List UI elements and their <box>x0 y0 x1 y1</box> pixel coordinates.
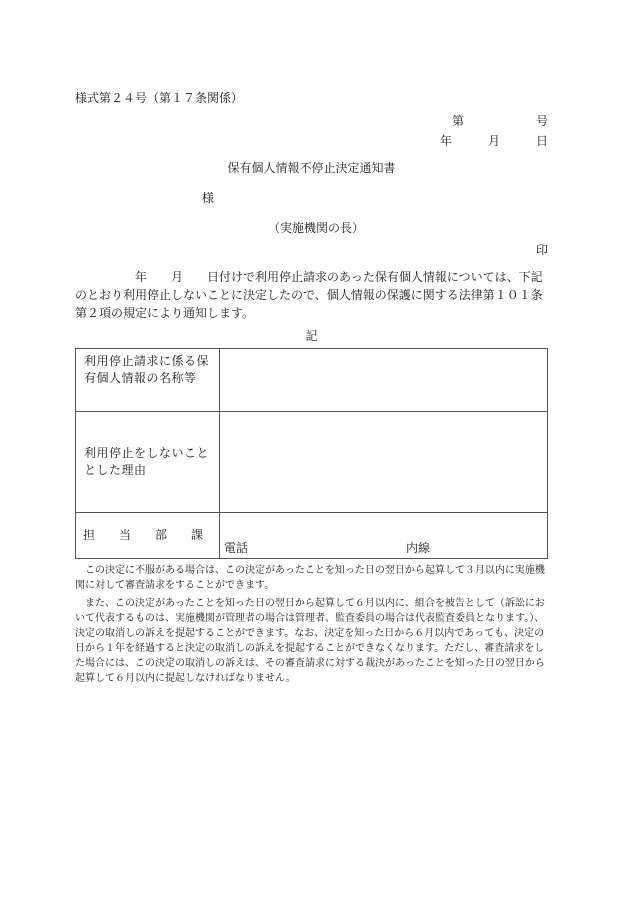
phone-label: 電話 <box>224 541 249 555</box>
decision-table <box>75 348 548 559</box>
extension-label: 内線 <box>406 541 431 555</box>
addressee-line: 様 <box>202 191 215 205</box>
document-number-line: 第 号 <box>451 114 548 128</box>
form-number: 様式第２４号（第１７条関係） <box>75 91 244 105</box>
notes-section <box>75 563 548 686</box>
contact-line <box>224 540 547 557</box>
note-paragraph-lawsuit: また、この決定があったことを知った日の翌日から起算して６月以内に、組合を被告として（訴訟において代表するものは、実施機関が管理者の場合は管理者、監査委員の場合は代表監査委員となります。）、決定の取消しの訴えを提起することができます。なお、決定を知った日から６月以内であっても、決定の日から１年を経過すると決定の取消しの訴えを提起することができなくなります。ただし、審査請求をした場合には、この決定の取消しの訴えは、その審査請求に対する裁決があったことを知った日の翌日から起算して６月以内に提起しなければなりません。 <box>75 598 545 684</box>
page-title: 保有個人情報不停止決定通知書 <box>227 161 396 175</box>
note-paragraph-appeal: この決定に不服がある場合は、この決定があったことを知った日の翌日から起算して３月以内に実施機関に対して審査請求をすることができます。 <box>75 565 545 591</box>
table-row <box>76 412 548 513</box>
issuer-line: （実施機関の長） <box>268 221 365 235</box>
body-paragraph: 年 月 日付けで利用停止請求のあった保有個人情報については、下記のとおり利用停止しないことに決定したので、個人情報の保護に関する法律第１０１条第２項の規定により通知します。 <box>75 270 543 320</box>
row-label-department: 担 当 部 課 <box>76 513 220 559</box>
table-row <box>76 513 548 559</box>
row-label-reason: 利用停止をしないこととした理由 <box>76 412 220 513</box>
ki-label: 記 <box>305 329 318 343</box>
contact-cell <box>220 513 548 559</box>
row-label-personal-info-name: 利用停止請求に係る保有個人情報の名称等 <box>76 349 220 412</box>
row-value-personal-info-name <box>220 349 548 412</box>
row-value-reason <box>220 412 548 513</box>
table-row <box>76 349 548 412</box>
seal-mark: 印 <box>535 243 548 257</box>
date-line: 年 月 日 <box>439 134 548 148</box>
